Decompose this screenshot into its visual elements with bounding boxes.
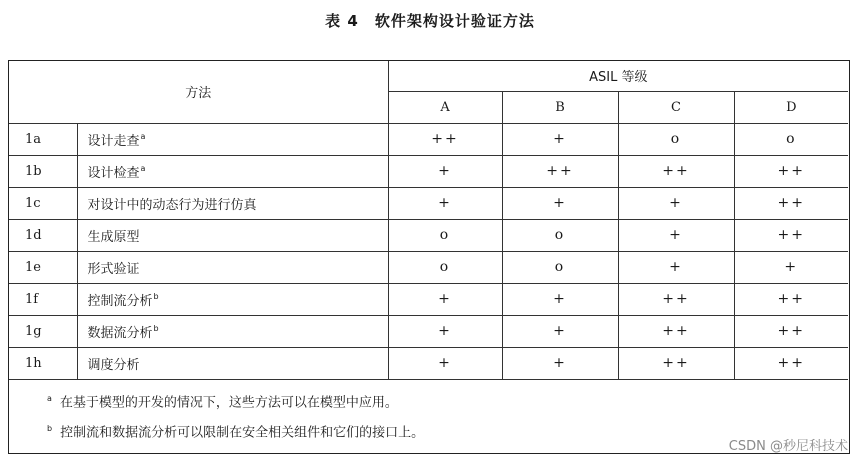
method-id: 1h	[9, 347, 77, 379]
verification-methods-table	[9, 61, 848, 446]
table-frame	[8, 60, 850, 454]
method-id: 1d	[9, 219, 77, 251]
asil-rating-c: +	[618, 251, 734, 283]
method-name: 形式验证	[87, 261, 140, 277]
header-row-1	[9, 61, 848, 91]
asil-rating-b: +	[502, 347, 618, 379]
method-header: 方法	[9, 61, 388, 123]
footnote-mark: a	[47, 393, 52, 403]
asil-rating-d: o	[734, 123, 848, 155]
asil-rating-b: ++	[502, 155, 618, 187]
table-row	[9, 283, 848, 315]
table-row	[9, 155, 848, 187]
method-name: 对设计中的动态行为进行仿真	[87, 197, 257, 213]
method-name: 设计走查	[87, 133, 140, 149]
method-name: 调度分析	[87, 357, 140, 373]
footnote-text: 在基于模型的开发的情况下，这些方法可以在模型中应用。	[59, 394, 398, 410]
method-name-cell	[77, 155, 388, 187]
watermark: CSDN @秒尼科技术	[728, 439, 848, 454]
asil-rating-c: ++	[618, 315, 734, 347]
notes-cell	[9, 379, 848, 446]
method-id: 1a	[9, 123, 77, 155]
level-d-header: D	[734, 91, 848, 123]
method-name-cell	[77, 347, 388, 379]
method-name-cell	[77, 283, 388, 315]
table-title: 表 4 软件架构设计验证方法	[325, 12, 535, 30]
asil-header: ASIL 等级	[388, 61, 848, 91]
method-id: 1c	[9, 187, 77, 219]
asil-rating-c: ++	[618, 283, 734, 315]
table-row	[9, 347, 848, 379]
method-name-cell	[77, 187, 388, 219]
level-c-header: C	[618, 91, 734, 123]
method-name-cell	[77, 123, 388, 155]
table-row	[9, 315, 848, 347]
asil-rating-a: +	[388, 283, 502, 315]
level-a-header: A	[388, 91, 502, 123]
table-row	[9, 187, 848, 219]
table-row	[9, 219, 848, 251]
method-id: 1b	[9, 155, 77, 187]
asil-rating-d: ++	[734, 283, 848, 315]
method-name: 生成原型	[87, 229, 140, 245]
asil-rating-a: o	[388, 219, 502, 251]
footnote-mark: a	[140, 164, 146, 174]
method-name: 数据流分析	[87, 325, 153, 341]
asil-rating-a: o	[388, 251, 502, 283]
method-name: 设计检查	[87, 165, 140, 181]
asil-rating-a: ++	[388, 123, 502, 155]
footnote-text: 控制流和数据流分析可以限制在安全相关组件和它们的接口上。	[60, 425, 425, 441]
asil-rating-a: +	[388, 315, 502, 347]
footnote-mark: a	[140, 132, 146, 142]
asil-rating-c: ++	[618, 347, 734, 379]
footnote-mark: b	[47, 423, 53, 433]
asil-rating-c: +	[618, 219, 734, 251]
asil-rating-c: ++	[618, 155, 734, 187]
method-name-cell	[77, 251, 388, 283]
asil-rating-b: +	[502, 315, 618, 347]
footnote	[47, 386, 848, 416]
method-name: 控制流分析	[87, 293, 153, 309]
method-id: 1f	[9, 283, 77, 315]
footnote-mark: b	[153, 324, 159, 334]
method-id: 1e	[9, 251, 77, 283]
asil-rating-c: +	[618, 187, 734, 219]
asil-rating-d: ++	[734, 187, 848, 219]
asil-rating-d: +	[734, 251, 848, 283]
notes-row	[9, 379, 848, 446]
asil-rating-b: +	[502, 123, 618, 155]
asil-rating-d: ++	[734, 315, 848, 347]
method-id: 1g	[9, 315, 77, 347]
asil-rating-b: +	[502, 283, 618, 315]
method-name-cell	[77, 315, 388, 347]
asil-rating-a: +	[388, 347, 502, 379]
asil-rating-b: +	[502, 187, 618, 219]
table-row	[9, 251, 848, 283]
asil-rating-d: ++	[734, 219, 848, 251]
asil-rating-a: +	[388, 155, 502, 187]
asil-rating-d: ++	[734, 347, 848, 379]
table-row	[9, 123, 848, 155]
asil-rating-b: o	[502, 219, 618, 251]
method-name-cell	[77, 219, 388, 251]
asil-rating-a: +	[388, 187, 502, 219]
footnote-mark: b	[153, 292, 159, 302]
asil-rating-d: ++	[734, 155, 848, 187]
asil-rating-b: o	[502, 251, 618, 283]
asil-rating-c: o	[618, 123, 734, 155]
level-b-header: B	[502, 91, 618, 123]
